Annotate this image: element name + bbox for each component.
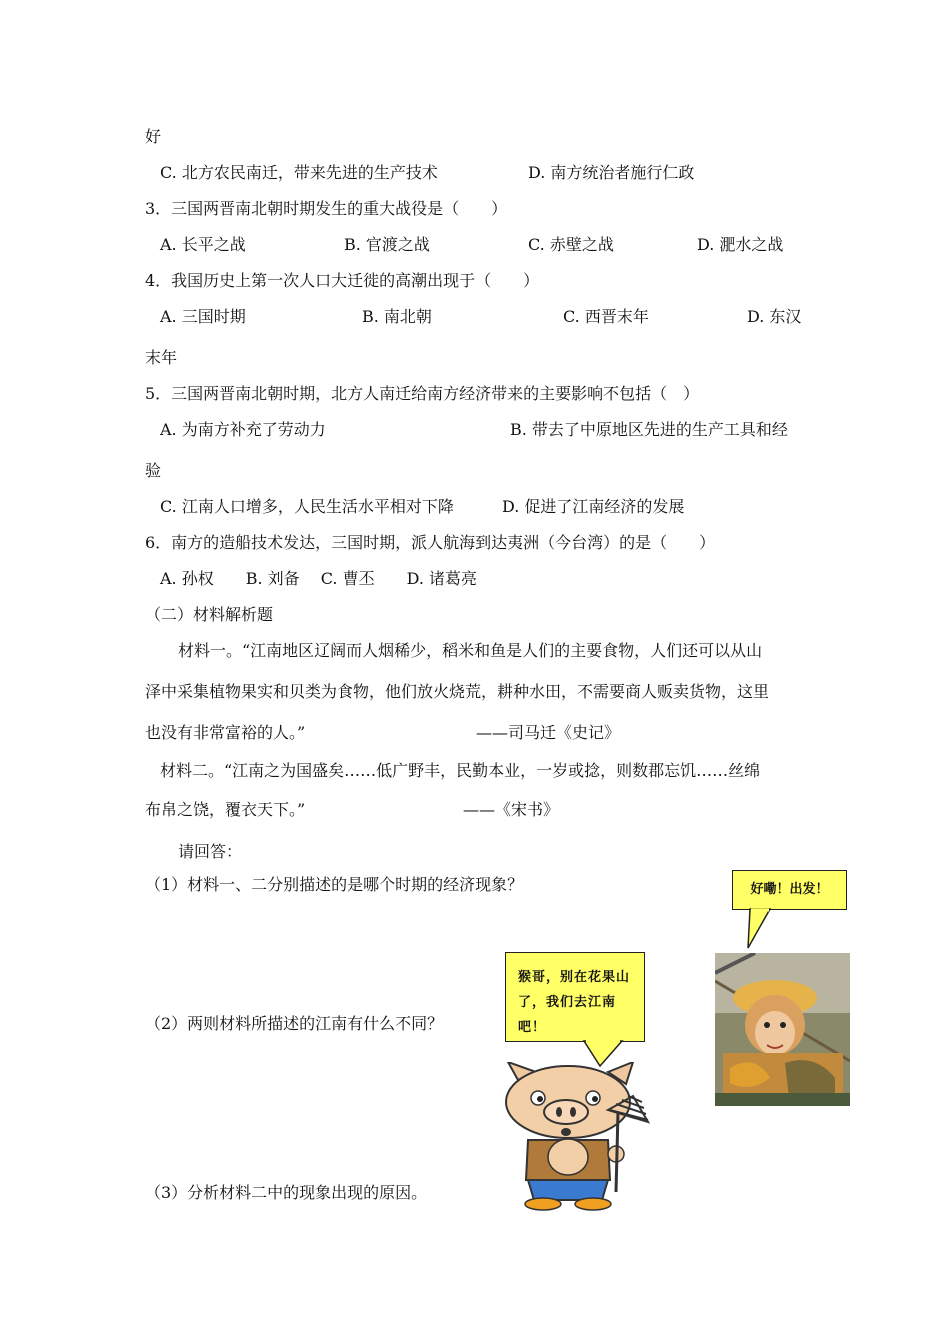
source-citation: ——《宋书》 [463,800,560,819]
option-c: C. 江南人口增多，人民生活水平相对下降 [160,497,454,516]
option-c: C. 赤壁之战 [528,235,614,254]
question-4: 4．我国历史上第一次人口大迁徙的高潮出现于（ ） [145,271,540,290]
option-d: D. 东汉 [747,307,802,326]
prompt: 请回答： [178,842,243,861]
material-one: 也没有非常富裕的人。” [145,723,306,742]
bubble-text: 好嘞！出发！ [750,882,829,897]
option-a: A. 长平之战 [160,235,246,254]
monkey-king-image [715,953,850,1106]
option-b: B. 带去了中原地区先进的生产工具和经 [510,420,788,439]
option-d: D. 促进了江南经济的发展 [502,497,685,516]
option-d: D. 淝水之战 [697,235,784,254]
text-line: 末年 [145,348,178,367]
bubble-text: 猴哥，别在花果山了，我们去江南吧！ [518,970,631,1035]
option-c: C. 北方农民南迁，带来先进的生产技术 [160,163,438,182]
question-5: 5．三国两晋南北朝时期，北方人南迁给南方经济带来的主要影响不包括（ ） [145,384,700,403]
options: A. 孙权 B. 刘备 C. 曹丕 D. 诸葛亮 [160,569,478,588]
option-b: B. 南北朝 [362,307,432,326]
speech-bubble-monkey [732,870,847,910]
option-d: D. 南方统治者施行仁政 [528,163,695,182]
option-c: C. 西晋末年 [563,307,649,326]
cartoon-pig-image [498,1062,663,1212]
question-6: 6．南方的造船技术发达，三国时期，派人航海到达夷洲（今台湾）的是（ ） [145,533,716,552]
material-one: 材料一。“江南地区辽阔而人烟稀少，稻米和鱼是人们的主要食物，人们还可以从山 [178,641,763,660]
option-a: A. 为南方补充了劳动力 [160,420,326,439]
speech-bubble-pig [505,952,645,1042]
question-3: 3．三国两晋南北朝时期发生的重大战役是（ ） [145,199,508,218]
sub-question-3: （3）分析材料二中的现象出现的原因。 [145,1183,428,1202]
material-one: 泽中采集植物果实和贝类为食物，他们放火烧荒，耕种水田，不需要商人贩卖货物，这里 [145,682,770,701]
option-b: B. 官渡之战 [344,235,430,254]
speech-tail-icon [740,908,780,950]
text-line: 好 [145,127,162,146]
sub-question-1: （1）材料一、二分别描述的是哪个时期的经济现象？ [145,875,524,894]
sub-question-2: （2）两则材料所描述的江南有什么不同？ [145,1014,444,1033]
material-two: 材料二。“江南之为国盛矣……低广野丰，民勤本业，一岁或捻，则数郡忘饥……丝绵 [160,761,761,780]
source-citation: ——司马迁《史记》 [476,723,621,742]
text-line: 验 [145,461,162,480]
option-a: A. 三国时期 [160,307,246,326]
material-two: 布帛之饶，覆衣天下。” [145,800,306,819]
section-heading: （二）材料解析题 [145,605,274,624]
